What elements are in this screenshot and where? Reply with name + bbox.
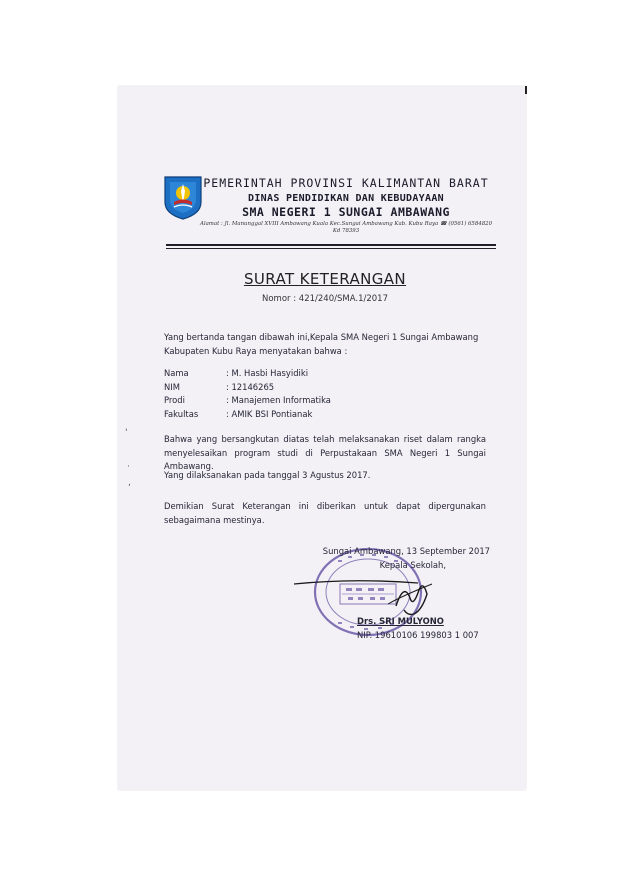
scan-edge-mark bbox=[525, 86, 527, 94]
student-details bbox=[164, 367, 464, 421]
letterhead-address: Alamat : Jl. Manunggal XVIII Ambawang Kuala Kec.Sungai Ambawang Kab. Kubu Raya ☎ (0561) 6584820 Kd 78393 bbox=[199, 221, 493, 234]
signatory-nip: NIP. 19610106 199803 1 007 bbox=[357, 630, 479, 640]
signature-role: Kepala Sekolah, bbox=[379, 560, 446, 570]
margin-mark: ' bbox=[125, 428, 128, 438]
margin-mark: · bbox=[127, 462, 130, 472]
letterhead-department: DINAS PENDIDIKAN DAN KEBUDAYAAN bbox=[248, 193, 444, 204]
detail-label: Fakultas bbox=[164, 408, 199, 419]
detail-row-nim bbox=[164, 381, 464, 395]
detail-value: : AMIK BSI Pontianak bbox=[226, 408, 313, 419]
letterhead-divider bbox=[166, 244, 496, 246]
detail-label: NIM bbox=[164, 381, 180, 392]
signature-place-date: Sungai Ambawang, 13 September 2017 bbox=[322, 546, 490, 556]
margin-mark: , bbox=[128, 478, 131, 488]
closing-paragraph: Demikian Surat Keterangan ini diberikan untuk dapat dipergunakan sebagaimana mestinya. bbox=[164, 501, 486, 525]
detail-value: : M. Hasbi Hasyidiki bbox=[226, 368, 309, 378]
statement-paragraph: Bahwa yang bersangkutan diatas telah melaksanakan riset dalam rangka menyelesaikan program studi di Perpustakaan SMA Negeri 1 Sungai Ambawang. bbox=[164, 434, 486, 471]
letterhead-school: SMA NEGERI 1 SUNGAI AMBAWANG bbox=[242, 205, 450, 219]
detail-value: : Manajemen Informatika bbox=[226, 395, 331, 405]
intro-paragraph: Yang bertanda tangan dibawah ini,Kepala SMA Negeri 1 Sungai Ambawang Kabupaten Kubu Raya menyatakan bahwa : bbox=[164, 332, 479, 356]
detail-row-name bbox=[164, 367, 464, 381]
letterhead bbox=[196, 176, 496, 235]
signatory-name: Drs. SRI MULYONO bbox=[357, 616, 444, 626]
date-paragraph: Yang dilaksanakan pada tanggal 3 Agustus 2017. bbox=[164, 470, 371, 480]
document-number: Nomor : 421/240/SMA.1/2017 bbox=[262, 294, 388, 304]
detail-value: : 12146265 bbox=[226, 381, 275, 392]
letterhead-government: PEMERINTAH PROVINSI KALIMANTAN BARAT bbox=[203, 176, 489, 190]
document-title: SURAT KETERANGAN bbox=[243, 270, 407, 288]
letterhead-divider-thin bbox=[166, 248, 496, 249]
handwritten-signature-icon bbox=[292, 570, 442, 620]
detail-label: Nama bbox=[164, 368, 189, 378]
detail-label: Prodi bbox=[164, 395, 185, 405]
signature-block bbox=[300, 546, 490, 646]
detail-row-faculty bbox=[164, 408, 464, 422]
detail-row-prodi bbox=[164, 394, 464, 408]
